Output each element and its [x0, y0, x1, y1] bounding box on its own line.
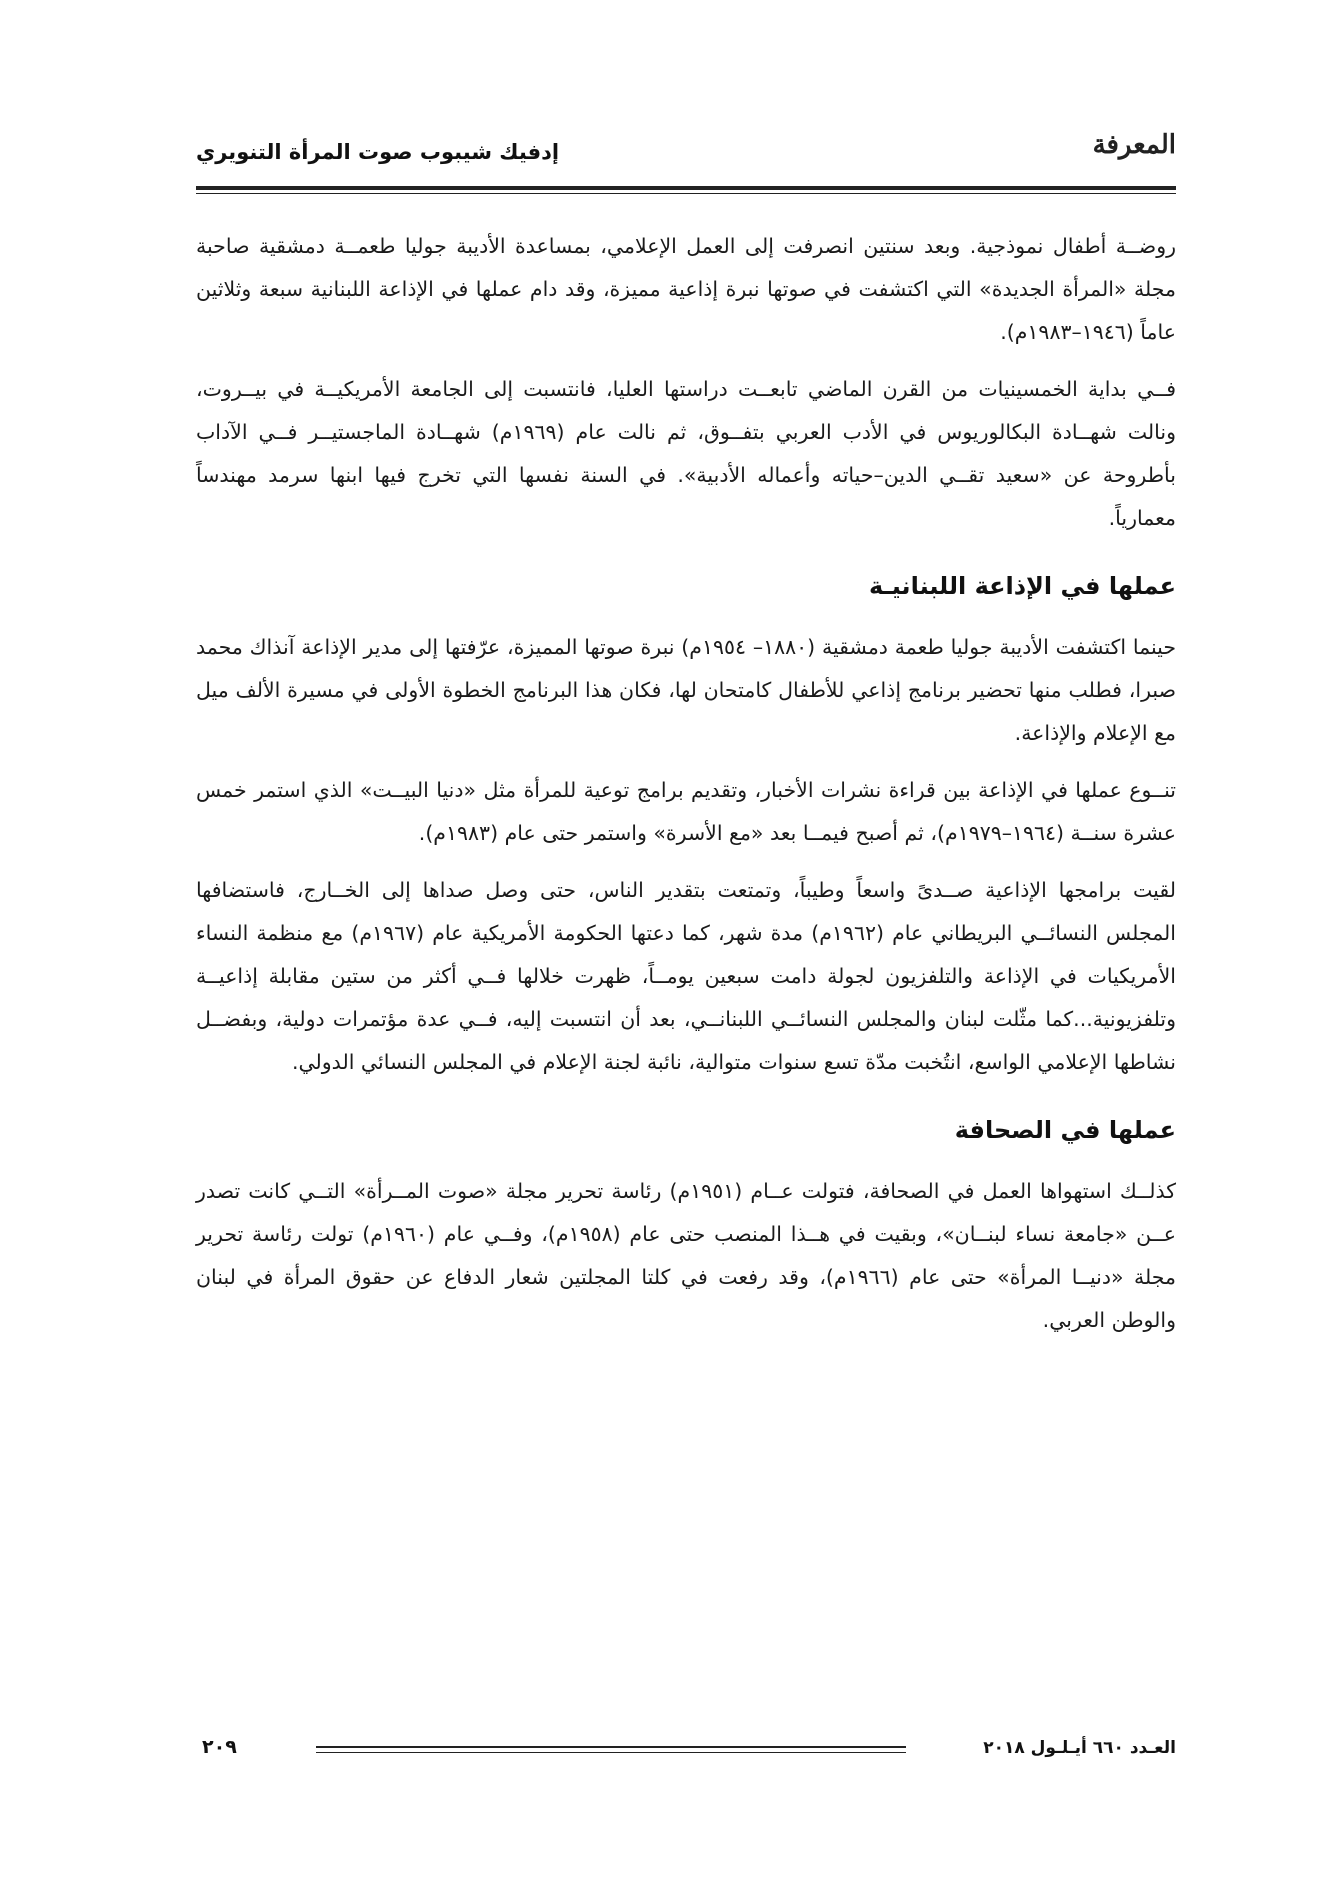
article-body [196, 225, 1176, 1356]
section-heading-radio: عملها في الإذاعة اللبنانيـة [869, 572, 1176, 600]
issue-label: العـدد ٦٦٠ أيـلـول ٢٠١٨ [983, 1738, 1176, 1758]
magazine-logo: المعرفة [1092, 130, 1176, 160]
paragraph: تنــوع عملها في الإذاعة بين قراءة نشرات الأخبار، وتقديم برامج توعية للمرأة مثل «دنيا البيــت» الذي استمر خمس عشرة سنــة (١٩٦٤–١٩٧٩م)، ثم أصبح فيمــا بعد «مع الأسرة» واستمر حتى عام (١٩٨٣م). [196, 778, 1176, 845]
paragraph: كذلــك استهواها العمل في الصحافة، فتولت عــام (١٩٥١م) رئاسة تحرير مجلة «صوت المــرأة» التــي كانت تصدر عــن «جامعة نساء لبنــان»، وبقيت في هــذا المنصب حتى عام (١٩٥٨م)، وفــي عام (١٩٦٠م) تولت رئاسة تحرير مجلة «دنيــا المرأة» حتى عام (١٩٦٦م)، وقد رفعت في كلتا المجلتين شعار الدفاع عن حقوق المرأة في لبنان والوطن العربي. [196, 1179, 1176, 1332]
page-number: ٢٠٩ [202, 1736, 237, 1758]
paragraph: روضــة أطفال نموذجية. وبعد سنتين انصرفت إلى العمل الإعلامي، بمساعدة الأديبة جوليا طعمــة دمشقية صاحبة مجلة «المرأة الجديدة» التي اكتشفت في صوتها نبرة إذاعية مميزة، وقد دام عملها في الإذاعة اللبنانية سبعة وثلاثين عاماً (١٩٤٦–١٩٨٣م). [196, 234, 1176, 344]
header-rule-thin [196, 193, 1176, 194]
header-rule [196, 186, 1176, 190]
paragraph: فــي بداية الخمسينيات من القرن الماضي تابعــت دراستها العليا، فانتسبت إلى الجامعة الأمريكيــة في بيــروت، ونالت شهــادة البكالوريوس في الأدب العربي بتفــوق، ثم نالت عام (١٩٦٩م) شهــادة الماجستيــر فــي الآداب بأطروحة عن «سعيد تقــي الدين–حياته وأعماله الأدبية». في السنة نفسها التي تخرج فيها ابنها سرمد مهندساً معمارياً. [196, 377, 1176, 530]
footer-rule [316, 1746, 906, 1748]
footer-rule-thin [316, 1752, 906, 1753]
section-heading-press: عملها في الصحافة [954, 1116, 1176, 1144]
running-title: إدفيك شيبوب صوت المرأة التنويري [196, 140, 560, 164]
paragraph: لقيت برامجها الإذاعية صــدىً واسعاً وطيباً، وتمتعت بتقدير الناس، حتى وصل صداها إلى الخــارج، فاستضافها المجلس النسائــي البريطاني عام (١٩٦٢م) مدة شهر، كما دعتها الحكومة الأمريكية عام (١٩٦٧م) مع منظمة النساء الأمريكيات في الإذاعة والتلفزيون لجولة دامت سبعين يومــاً، ظهرت خلالها فــي أكثر من ستين مقابلة إذاعيــة وتلفزيونية...كما مثّلت لبنان والمجلس النسائــي اللبنانــي، بعد أن انتسبت إليه، فــي عدة مؤتمرات دولية، وبفضــل نشاطها الإعلامي الواسع، انتُخبت مدّة تسع سنوات متوالية، نائبة لجنة الإعلام في المجلس النسائي الدولي. [196, 878, 1176, 1074]
paragraph: حينما اكتشفت الأديبة جوليا طعمة دمشقية (١٨٨٠– ١٩٥٤م) نبرة صوتها المميزة، عرّفتها إلى مدير الإذاعة آنذاك محمد صبرا، فطلب منها تحضير برنامج إذاعي للأطفال كامتحان لها، فكان هذا البرنامج الخطوة الأولى في مسيرة الألف ميل مع الإعلام والإذاعة. [196, 635, 1176, 745]
